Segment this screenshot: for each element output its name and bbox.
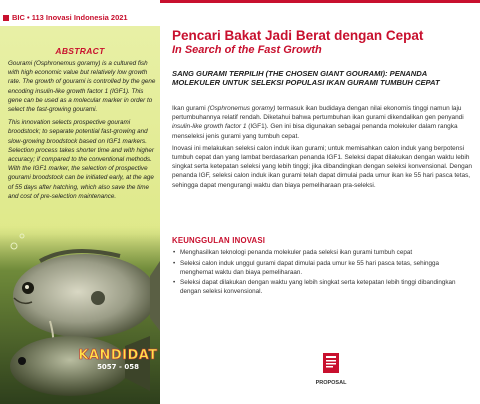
body-paragraph-2: Inovasi ini melakukan seleksi calon induk ikan gurami; untuk memisahkan calon induk yang berpotensi tumbuh cepat dan yang lambat berdasarkan penanda IGF1. Seleksi dapat dilakukan dengan waktu lebih singkat serta ketepatan seleksi yang lebih tinggi; jika dibandingkan dengan seleksi konvensional. Dengan penanda IGF, seleksi calon induk ikan gurami telah dapat dimulai pada umur ikan ke 55 hari pasca tetas, sehingga dapat mengurangi waktu dan biaya pemeliharaan pra-seleksi.: [172, 144, 472, 189]
list-item-text: Menghasilkan teknologi penanda molekuler pada seleksi ikan gurami tumbuh cepat: [180, 249, 413, 256]
body-text-italic: (Osphronemus goramy): [207, 105, 276, 112]
abstract-paragraph: This innovation selects prospective gourami broodstock; to separate potential fast-growing and slow-growing broodstock based on IGF1 markers. Selection process takes shorter time and with higher accuracy; if compared to the conventional methods. With the IGF1 marker, the selection of prospective gourami broodstock can be initiated early, at the age of 55 days after hatching, which also save the time and cost of pre-selection maintenance.: [8, 119, 154, 200]
abstract-panel: [0, 26, 160, 404]
header-prefix: BIC: [12, 13, 25, 22]
body-paragraph-1: [172, 104, 472, 141]
bullet-icon: •: [173, 259, 176, 267]
kandidat-code: 5057 - 058: [97, 363, 139, 371]
body-text-run: termasuk ikan budidaya dengan nilai ekonomis tinggi namun laju pertumbuhannya relatif rendah. Diketahui bahwa pertumbuhan ikan gurami dikendalikan gen penyandi: [172, 105, 464, 122]
list-item: [172, 260, 472, 278]
bullet-icon: •: [173, 249, 176, 256]
abstract-title: ABSTRACT: [55, 46, 105, 56]
abstract-text: [8, 59, 156, 205]
kandidat-badge: [76, 348, 160, 371]
page-subtitle: In Search of the Fast Growth: [172, 44, 322, 56]
list-item: [172, 279, 472, 297]
body-text-run: (IGF1). Gen ini bisa digunakan sebagai penanda molekuler dalam rangka menseleksi jenis gurami yang tumbuh cepat.: [172, 123, 458, 140]
header-running-title: BIC • 113 Inovasi Indonesia 2021: [3, 13, 128, 22]
top-red-line: [160, 0, 480, 3]
innovation-heading: SANG GURAMI TERPILIH (THE CHOSEN GIANT GOURAMI): PENANDA MOLEKULER UNTUK SELEKSI POPULASI IKAN GURAMI TUMBUH CEPAT: [172, 69, 440, 88]
bullet-icon: •: [173, 279, 176, 287]
list-item-text: Seleksi dapat dilakukan dengan waktu yang lebih singkat serta ketepatan lebih tinggi dibandingkan dengan seleksi konvensional.: [180, 279, 456, 296]
kandidat-label: KANDIDAT: [78, 348, 158, 363]
body-text-run: Ikan gurami: [172, 105, 208, 112]
body-text-italic: insulin-like growth factor 1: [172, 123, 247, 131]
keunggulan-list: [172, 249, 472, 299]
body-text: [172, 104, 472, 193]
list-item-text: Seleksi calon induk unggul gurami dapat dimulai pada umur ke 55 hari pasca tetas, sehingga menghemat waktu dan biaya pemeliharaan.: [180, 259, 440, 276]
list-item: [172, 249, 472, 258]
header-square-icon: [3, 15, 9, 21]
header-title: 113 Inovasi Indonesia 2021: [31, 13, 128, 22]
abstract-paragraph: Gourami (Osphronemus goramy) is a cultured fish with high economic value but relatively low growth rate. The growth of gourami is controlled by the gene encoding insulin-like growth factor 1 (IGF1). This gene can be used as a molecular marker in order to select the fast-growing gourami.: [8, 60, 156, 114]
gourami-fish-photo: [0, 226, 160, 404]
page-title: Pencari Bakat Jadi Berat dengan Cepat: [172, 28, 424, 43]
document-icon: [322, 352, 340, 374]
keunggulan-title: KEUNGGULAN INOVASI: [172, 236, 266, 245]
proposal-label: PROPOSAL: [315, 380, 347, 386]
proposal-link[interactable]: [313, 352, 349, 386]
